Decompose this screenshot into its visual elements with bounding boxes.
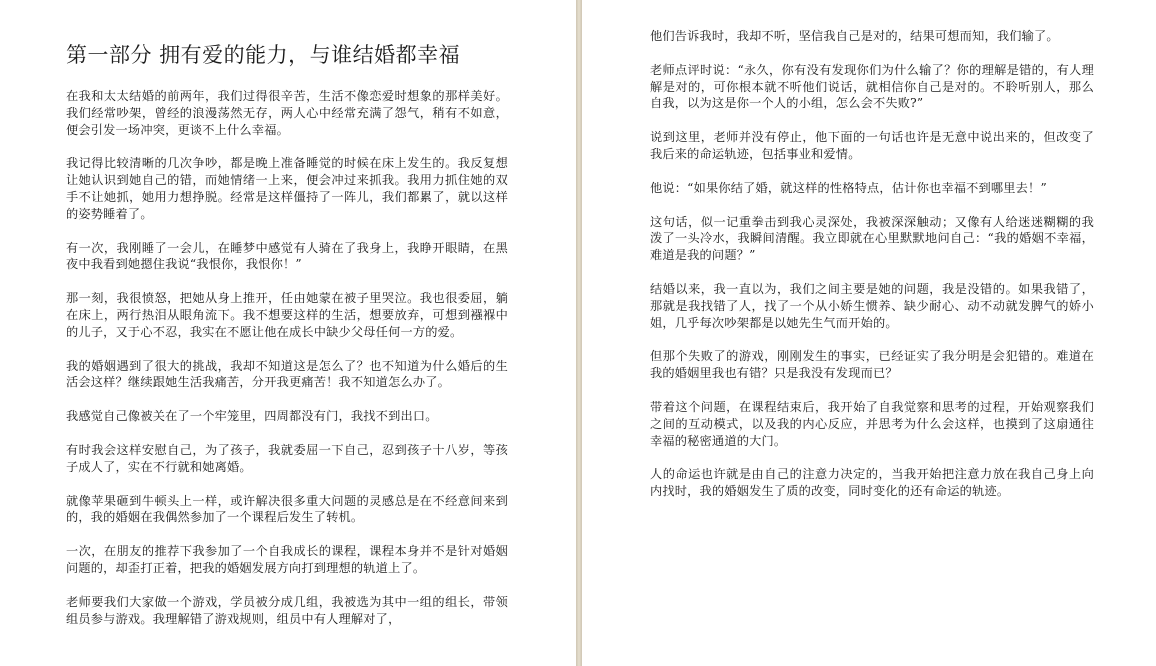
paragraph: 我的婚姻遇到了很大的挑战，我却不知道这是怎么了？也不知道为什么婚后的生活会这样？继续跟她生活我痛苦，分开我更痛苦！我不知道怎么办了。 — [66, 358, 508, 390]
paragraph: 他们告诉我时，我却不听，坚信我自己是对的，结果可想而知，我们输了。 — [650, 29, 1059, 43]
paragraph: 我感觉自己像被关在了一个牢笼里，四周都没有门，我找不到出口。 — [66, 409, 438, 424]
paragraph: 这句话，似一记重拳击到我心灵深处，我被深深触动；又像有人给迷迷糊糊的我泼了一头冷水，我瞬间清醒。我立即就在心里默默地问自己：“我的婚姻不幸福，难道是我的问题？” — [650, 214, 1094, 263]
chapter-title: 第一部分 拥有爱的能力，与谁结婚都幸福 — [66, 43, 461, 67]
right-page — [582, 0, 1156, 666]
paragraph: 我记得比较清晰的几次争吵，都是晚上准备睡觉的时候在床上发生的。我反复想让她认识到她自己的错，而她情绪一上来，便会冲过来抓我。我用力抓住她的双手不让她抓，她用力想挣脱。经常是这样僵持了一阵儿，我们都累了，就以这样的姿势睡着了。 — [66, 156, 508, 221]
paragraph: 在我和太太结婚的前两年，我们过得很辛苦，生活不像恋爱时想象的那样美好。我们经常吵架，曾经的浪漫荡然无存，两人心中经常充满了怨气，稍有不如意，便会引发一场冲突，更谈不上什么幸福。 — [66, 89, 508, 137]
paragraph: 一次，在朋友的推荐下我参加了一个自我成长的课程，课程本身并不是针对婚姻问题的，却歪打正着，把我的婚姻发展方向打到理想的轨道上了。 — [66, 544, 508, 575]
paragraph: 有一次，我刚睡了一会儿，在睡梦中感觉有人骑在了我身上，我睁开眼睛，在黑夜中我看到她摁住我说“我恨你，我恨你！” — [66, 240, 508, 272]
left-page — [0, 0, 576, 666]
paragraph: 老师点评时说：“永久，你有没有发现你们为什么输了？你的理解是错的，有人理解是对的，可你根本就不听他们说话，就相信你自己是对的。不聆听别人，那么自我，以为这是你一个人的小组，怎么会不失败?” — [650, 62, 1094, 111]
paragraph: 带着这个问题，在课程结束后，我开始了自我觉察和思考的过程，开始观察我们之间的互动模式，以及我的内心反应，并思考为什么会这样，也摸到了这扇通往幸福的秘密通道的大门。 — [650, 399, 1094, 448]
paragraph: 那一刻，我很愤怒，把她从身上推开，任由她蒙在被子里哭泣。我也很委屈，躺在床上，两行热泪从眼角流下。我不想要这样的生活，想要放弃，可想到襁褓中的儿子，又于心不忍，我实在不愿让他在成长中缺少父母任何一方的爱。 — [66, 291, 508, 339]
paragraph: 人的命运也许就是由自己的注意力决定的，当我开始把注意力放在我自己身上向内找时，我的婚姻发生了质的改变，同时变化的还有命运的轨迹。 — [650, 467, 1094, 499]
paragraph: 他说：“如果你结了婚，就这样的性格特点，估计你也幸福不到哪里去！” — [650, 180, 1047, 195]
paragraph: 说到这里，老师并没有停止，他下面的一句话也许是无意中说出来的，但改变了我后来的命运轨迹，包括事业和爱情。 — [650, 130, 1094, 161]
paragraph: 就像苹果砸到牛顿头上一样，或许解决很多重大问题的灵感总是在不经意间来到的，我的婚姻在我偶然参加了一个课程后发生了转机。 — [66, 493, 508, 525]
paragraph: 有时我会这样安慰自己，为了孩子，我就委屈一下自己，忍到孩子十八岁，等孩子成人了，实在不行就和她离婚。 — [66, 442, 508, 474]
paragraph: 结婚以来，我一直以为，我们之间主要是她的问题，我是没错的。如果我错了，那就是我找错了人，找了一个从小娇生惯养、缺少耐心、动不动就发脾气的娇小姐，几乎每次吵架都是以她先生气而开始的。 — [650, 281, 1094, 330]
paragraph: 老师要我们大家做一个游戏，学员被分成几组，我被选为其中一组的组长，带领组员参与游戏。我理解错了游戏规则，组员中有人理解对了， — [66, 594, 508, 626]
paragraph: 但那个失败了的游戏，刚刚发生的事实，已经证实了我分明是会犯错的。难道在我的婚姻里我也有错？只是我没有发现而已？ — [650, 349, 1094, 381]
